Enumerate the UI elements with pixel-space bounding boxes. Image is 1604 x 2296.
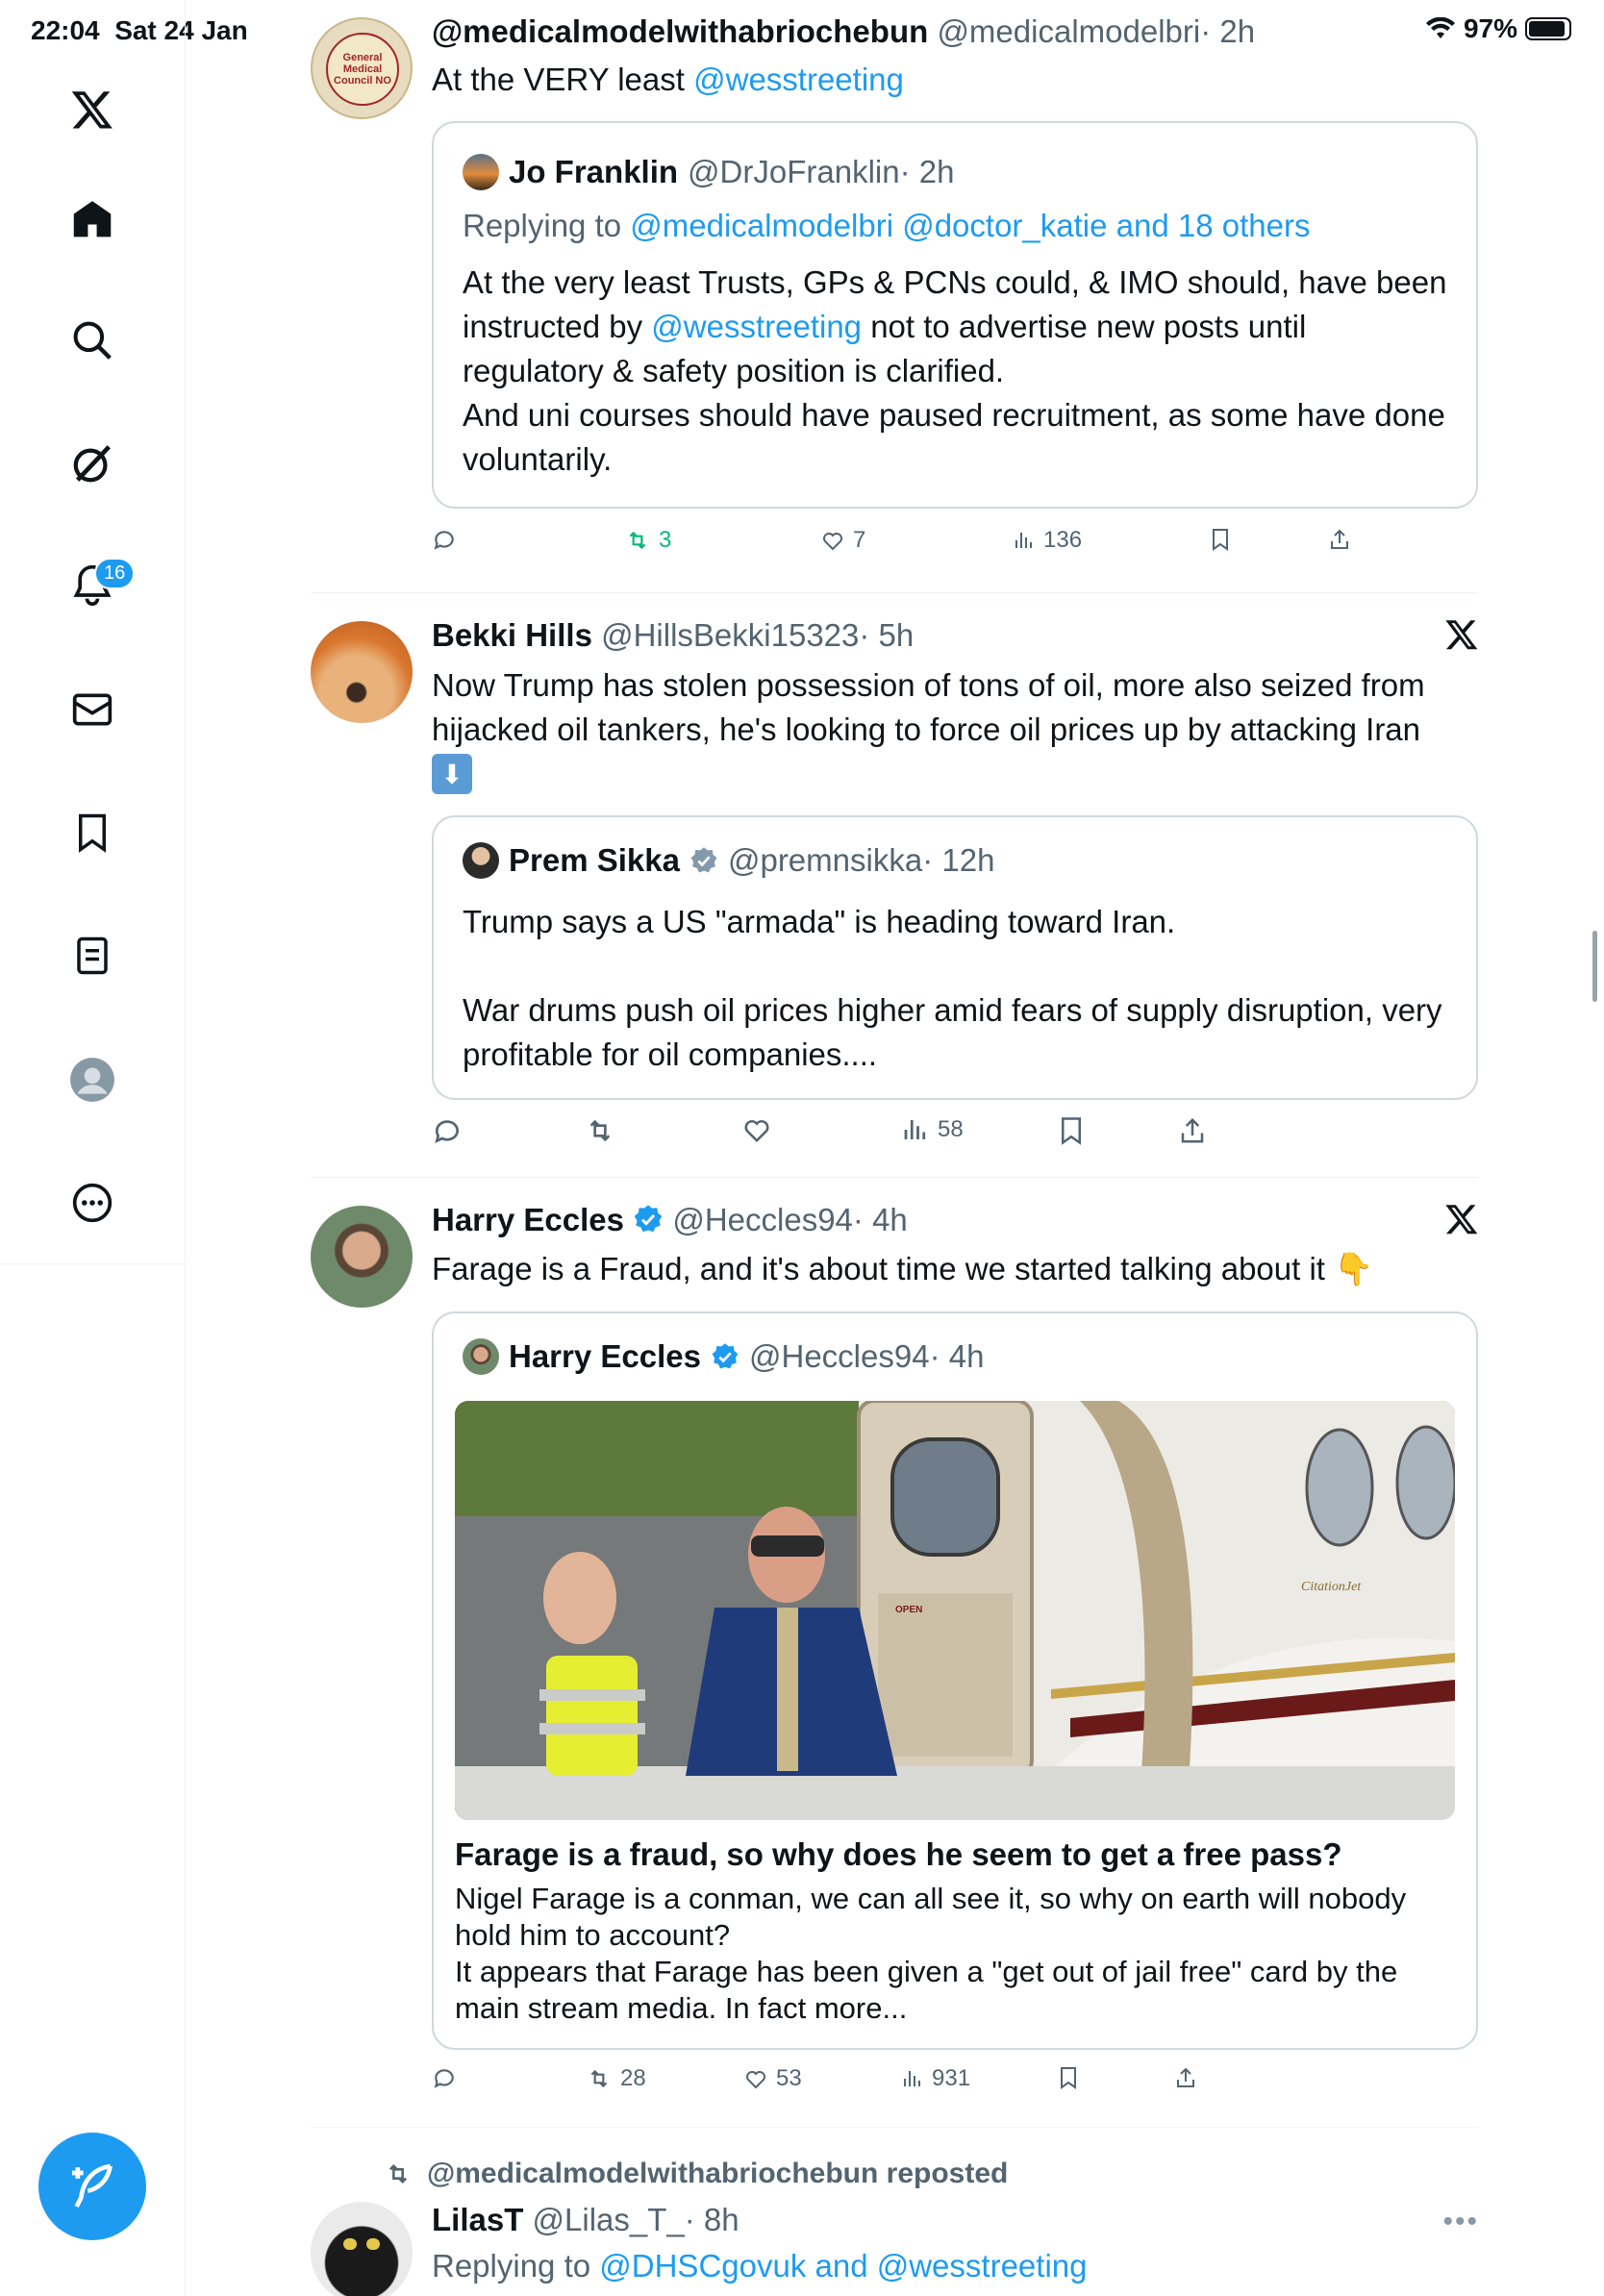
quoted-author-handle: @Heccles94 [748, 1338, 930, 1374]
repost-icon [624, 528, 651, 553]
quoted-author-name: Prem Sikka [509, 842, 680, 878]
compose-button[interactable] [38, 2133, 146, 2240]
avatar[interactable] [311, 2202, 413, 2296]
reply-button[interactable] [432, 1115, 463, 1146]
grok-icon[interactable] [52, 423, 133, 504]
repost-context-label[interactable]: @medicalmodelwithabriochebun reposted [427, 2158, 1009, 2189]
quoted-text: At the very least Trusts, GPs & PCNs could, & IMO should, have been instructed by @wesstreeting not to advertise new posts until regulatory & safety position is clarified. And uni courses should have paused recruitment, as some have done voluntarily. [463, 264, 1447, 477]
verified-icon [711, 1342, 739, 1371]
repost-context [383, 2158, 1008, 2190]
bookmark-icon [1057, 2065, 1080, 2090]
author-handle[interactable]: @medicalmodelbri [937, 13, 1201, 49]
reply-icon [432, 2065, 457, 2090]
quoted-author-handle: @premnsikka [727, 842, 923, 878]
quoted-replying-to: Replying to @medicalmodelbri @doctor_katie and 18 others [463, 208, 1311, 243]
tweet-header [432, 2202, 739, 2238]
share-button[interactable] [1178, 1115, 1207, 1146]
status-time: 22:04 Sat 24 Jan [31, 15, 248, 45]
repost-icon [586, 2066, 613, 2091]
replying-to: Replying to @DHSCgovuk and @wesstreeting [432, 2248, 1088, 2284]
quoted-avatar [463, 1338, 499, 1375]
author-handle[interactable]: @HillsBekki15323 [601, 617, 860, 653]
compose-icon [65, 2159, 119, 2213]
share-icon [1174, 2065, 1197, 2090]
reply-button[interactable] [432, 2065, 457, 2090]
verified-icon [689, 846, 718, 875]
down-arrow-emoji: ⬇ [432, 754, 472, 794]
author-handle[interactable]: @Heccles94 [672, 1202, 853, 1237]
status-indicators [1425, 13, 1571, 44]
scrollbar[interactable] [1592, 931, 1597, 1002]
tweet-divider [311, 592, 1478, 593]
repost-icon [383, 2160, 414, 2187]
views-count: 136 [1043, 527, 1083, 553]
quoted-tweet[interactable] [432, 121, 1478, 509]
mention-link[interactable]: @wesstreeting [651, 309, 863, 344]
author-name[interactable]: @medicalmodelwithabriochebun [432, 13, 929, 49]
quoted-author-name: Jo Franklin [509, 154, 679, 189]
quoted-text: Trump says a US "armada" is heading toward Iran. War drums push oil prices higher amid fears of supply disruption, very profitable for oil companies.... [463, 904, 1442, 1072]
bookmark-button[interactable] [1209, 527, 1232, 552]
views-icon [901, 2067, 924, 2090]
replying-to-link[interactable]: @medicalmodelbri @doctor_katie and 18 others [630, 208, 1311, 243]
tweet-actions [432, 527, 1393, 575]
repost-button[interactable] [586, 2065, 646, 2092]
mail-icon[interactable] [52, 669, 133, 750]
repost-count: 28 [620, 2065, 646, 2091]
tweet-header [432, 13, 1255, 50]
quoted-avatar [463, 154, 499, 190]
views-button[interactable] [901, 2065, 970, 2092]
like-button[interactable] [741, 1115, 772, 1144]
link-card-image[interactable] [455, 1401, 1455, 1820]
search-icon[interactable] [52, 300, 133, 381]
bookmark-icon[interactable] [52, 792, 133, 873]
x-logo-icon [1444, 617, 1479, 652]
like-button[interactable] [743, 2065, 802, 2092]
tweet-time[interactable]: · 2h [1200, 13, 1256, 49]
reply-icon [432, 1115, 463, 1146]
tweet-time[interactable]: · 5h [859, 617, 915, 653]
views-count: 58 [938, 1116, 964, 1142]
link-card-title[interactable]: Farage is a fraud, so why does he seem to get a free pass? [455, 1836, 1342, 1872]
avatar[interactable] [311, 17, 413, 119]
repost-count: 3 [659, 527, 672, 553]
share-button[interactable] [1174, 2065, 1197, 2090]
repost-icon [584, 1115, 616, 1146]
profile-icon[interactable] [52, 1039, 133, 1120]
like-icon [743, 2067, 768, 2090]
x-logo-icon[interactable] [52, 69, 133, 150]
like-icon [820, 529, 845, 552]
share-icon [1178, 1115, 1207, 1146]
share-button[interactable] [1328, 527, 1351, 552]
quoted-tweet[interactable] [432, 815, 1478, 1100]
like-button[interactable] [820, 527, 865, 554]
link-card-description: Nigel Farage is a conman, we can all see it, so why on earth will nobody hold him to account? It appears that Farage has been given a "get out of jail free" card by the main stream media. In fact more... [455, 1882, 1407, 2025]
verified-icon [633, 1204, 664, 1235]
avatar-logo: General Medical Council NO [326, 33, 399, 106]
views-count: 931 [932, 2065, 971, 2091]
quoted-author-handle: @DrJoFranklin [688, 154, 900, 189]
tweet-divider [311, 1177, 1478, 1178]
bookmark-button[interactable] [1057, 1115, 1086, 1146]
wifi-icon [1425, 17, 1456, 40]
views-button[interactable] [1013, 527, 1082, 554]
sidebar-divider [0, 1263, 186, 1264]
tweet-text: Now Trump has stolen possession of tons of oil, more also seized from hijacked oil tankers, he's looking to force oil prices up by attacking Iran [432, 667, 1425, 747]
lists-icon[interactable] [52, 915, 133, 996]
author-handle[interactable]: @Lilas_T_ [532, 2202, 685, 2237]
plane-lettering: CitationJet [1301, 1580, 1362, 1594]
replying-to-link[interactable]: @DHSCgovuk and @wesstreeting [599, 2248, 1088, 2284]
tweet-time[interactable]: · 8h [684, 2202, 739, 2237]
author-name[interactable]: Harry Eccles [432, 1202, 624, 1237]
repost-button[interactable] [624, 527, 671, 554]
mention-link[interactable]: @wesstreeting [693, 62, 904, 97]
home-icon[interactable] [52, 179, 133, 260]
quoted-time: · 4h [929, 1338, 985, 1374]
share-icon [1328, 527, 1351, 552]
tweet-actions [432, 2065, 1393, 2113]
quoted-author-name: Harry Eccles [509, 1338, 701, 1374]
like-count: 7 [853, 527, 866, 553]
more-options-icon[interactable]: ••• [1442, 2206, 1479, 2237]
reply-icon [432, 527, 457, 552]
tweet-header [432, 617, 914, 654]
avatar[interactable] [311, 1206, 413, 1308]
like-icon [741, 1115, 772, 1144]
x-logo-icon [1444, 1202, 1479, 1236]
quoted-time: · 2h [899, 154, 955, 189]
bookmark-button[interactable] [1057, 2065, 1080, 2090]
bookmark-icon [1057, 1115, 1086, 1146]
tweet-divider [311, 2127, 1478, 2128]
tweet-actions [432, 1115, 1393, 1163]
battery-icon [1525, 17, 1571, 40]
more-icon[interactable] [52, 1162, 133, 1243]
author-name[interactable]: LilasT [432, 2202, 524, 2237]
repost-button[interactable] [584, 1115, 616, 1146]
door-lettering: OPEN [895, 1605, 923, 1615]
tweet-text: Farage is a Fraud, and it's about time we started talking about it 👇 [432, 1251, 1374, 1286]
author-name[interactable]: Bekki Hills [432, 617, 592, 653]
notifications-badge: 16 [94, 558, 135, 589]
avatar[interactable] [311, 621, 413, 723]
tweet-text: At the VERY least @wesstreeting [432, 62, 904, 97]
views-button[interactable] [901, 1115, 964, 1144]
bookmark-icon [1209, 527, 1232, 552]
battery-percent: 97% [1463, 13, 1517, 43]
tweet-time[interactable]: · 4h [852, 1202, 908, 1237]
like-count: 53 [776, 2065, 802, 2091]
reply-button[interactable] [432, 527, 457, 552]
views-icon [901, 1115, 930, 1144]
tweet-header [432, 1202, 908, 1238]
quoted-time: · 12h [922, 842, 995, 878]
views-icon [1013, 529, 1036, 552]
quoted-avatar [463, 842, 499, 879]
quoted-tweet[interactable] [432, 1311, 1478, 2050]
